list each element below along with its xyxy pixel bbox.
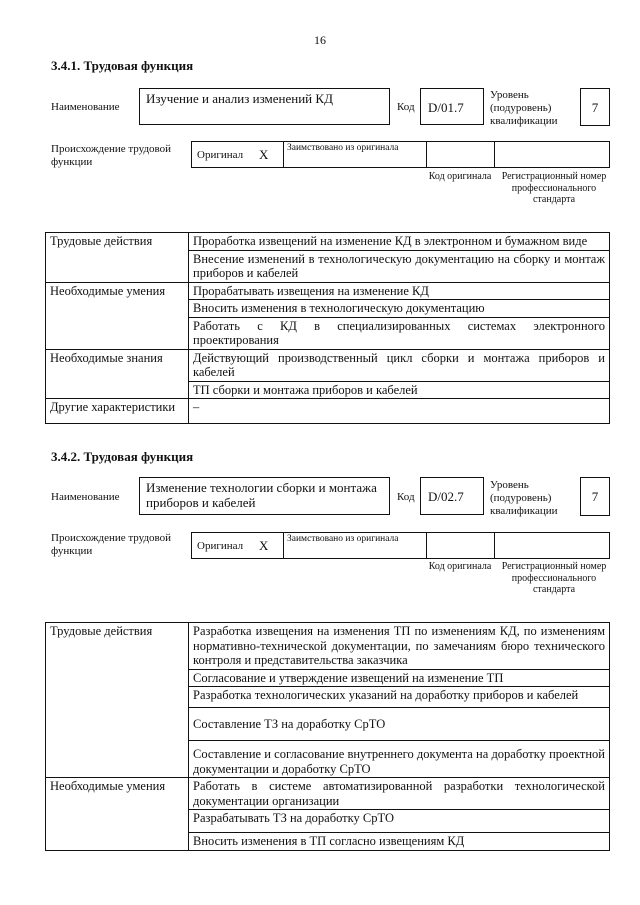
function-name-box bbox=[139, 88, 390, 125]
original-cell bbox=[192, 142, 284, 167]
origin-label: Происхождение трудовой функции bbox=[51, 532, 172, 557]
name-label: Наименование bbox=[51, 491, 120, 503]
table-cell: Работать в системе автоматизированной разработки технологической документации организации bbox=[189, 778, 610, 810]
level-value: 7 bbox=[591, 100, 599, 115]
borrowed-label: Заимствовано из оригинала bbox=[287, 534, 399, 544]
table-cell: Работать с КД в специализированных системах электронного проектирования bbox=[189, 317, 610, 349]
original-mark: X bbox=[259, 538, 269, 553]
section-heading: 3.4.1. Трудовая функция bbox=[51, 58, 194, 73]
row-label: Необходимые знания bbox=[46, 349, 189, 399]
code-label: Код bbox=[397, 491, 415, 503]
name-label: Наименование bbox=[51, 101, 120, 113]
code-original-caption: Код оригинала bbox=[428, 171, 492, 182]
function-name-box bbox=[139, 477, 390, 515]
level-value: 7 bbox=[591, 489, 599, 504]
table-cell: Вносить изменения в технологическую документацию bbox=[189, 300, 610, 318]
code-box bbox=[420, 88, 484, 125]
table-cell: Согласование и утверждение извещений на изменение ТП bbox=[189, 669, 610, 687]
original-label: Оригинал bbox=[197, 540, 244, 552]
row-label: Другие характеристики bbox=[46, 399, 189, 424]
code-label: Код bbox=[397, 101, 415, 113]
row-label: Необходимые умения bbox=[46, 778, 189, 851]
table-cell: Составление ТЗ на доработку СрТО bbox=[189, 708, 610, 741]
table-cell: ТП сборки и монтажа приборов и кабелей bbox=[189, 381, 610, 399]
level-box bbox=[580, 88, 610, 126]
origin-table bbox=[191, 141, 610, 168]
row-label: Трудовые действия bbox=[46, 623, 189, 778]
table-cell: Разработка извещения на изменения ТП по изменениям КД, по изменениям нормативно-технической документации, по замечаниям бюро технического контроля и представительства заказчика bbox=[189, 623, 610, 670]
table-cell: Прорабатывать извещения на изменение КД bbox=[189, 282, 610, 300]
reg-number-caption: Регистрационный номер профессионального стандарта bbox=[501, 171, 607, 205]
origin-table bbox=[191, 532, 610, 559]
table-cell: Внесение изменений в технологическую документацию на сборку и монтаж приборов и кабелей bbox=[189, 250, 610, 282]
table-cell: Действующий производственный цикл сборки и монтажа приборов и кабелей bbox=[189, 349, 610, 381]
function-table-1 bbox=[45, 232, 610, 424]
table-cell: – bbox=[189, 399, 610, 424]
code-value: D/01.7 bbox=[428, 100, 464, 115]
function-table-2 bbox=[45, 622, 610, 851]
level-box bbox=[580, 477, 610, 516]
section-heading: 3.4.2. Трудовая функция bbox=[51, 449, 194, 464]
level-label: Уровень (подуровень) квалификации bbox=[490, 89, 558, 127]
table-cell: Разработка технологических указаний на доработку приборов и кабелей bbox=[189, 687, 610, 708]
table-cell: Разрабатывать ТЗ на доработку СрТО bbox=[189, 810, 610, 833]
code-value: D/02.7 bbox=[428, 489, 464, 504]
origin-label: Происхождение трудовой функции bbox=[51, 143, 172, 168]
original-mark: X bbox=[259, 147, 269, 162]
table-cell: Составление и согласование внутреннего документа на доработку проектной документации и доработку СрТО bbox=[189, 741, 610, 778]
original-cell bbox=[192, 533, 284, 558]
row-label: Трудовые действия bbox=[46, 233, 189, 283]
original-label: Оригинал bbox=[197, 149, 244, 161]
function-name: Изменение технологии сборки и монтажа приборов и кабелей bbox=[146, 480, 377, 510]
table-cell: Вносить изменения в ТП согласно извещениям КД bbox=[189, 833, 610, 851]
reg-number-caption: Регистрационный номер профессионального стандарта bbox=[501, 561, 607, 595]
row-label: Необходимые умения bbox=[46, 282, 189, 349]
table-cell: Проработка извещений на изменение КД в электронном и бумажном виде bbox=[189, 233, 610, 251]
page-number: 16 bbox=[314, 33, 326, 47]
level-label: Уровень (подуровень) квалификации bbox=[490, 479, 558, 517]
borrowed-label: Заимствовано из оригинала bbox=[287, 143, 399, 153]
function-name: Изучение и анализ изменений КД bbox=[146, 91, 333, 106]
code-box bbox=[420, 477, 484, 515]
code-original-caption: Код оригинала bbox=[428, 561, 492, 572]
